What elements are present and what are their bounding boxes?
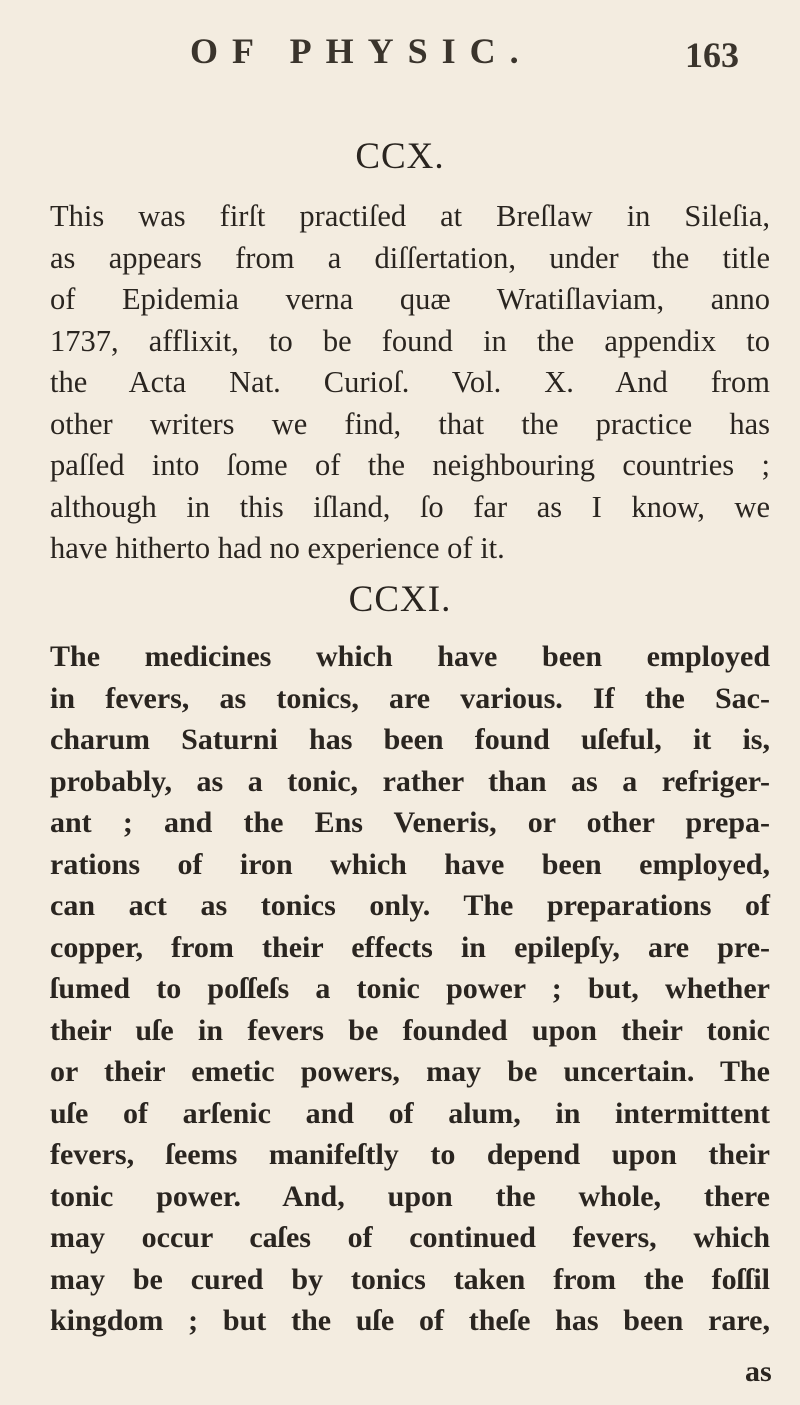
text-line: their uſe in fevers be founded upon their tonic — [50, 1013, 770, 1047]
text-line: This was firſt practiſed at Breſlaw in Sileſia, — [50, 199, 770, 233]
text-line: tonic power. And, upon the whole, there — [50, 1179, 770, 1213]
text-line: may occur caſes of continued fevers, which — [50, 1221, 770, 1254]
text-line: The medicines which have been employed — [50, 640, 770, 673]
text-line: rations of iron which have been employed, — [50, 847, 770, 881]
running-title: OF PHYSIC. — [190, 31, 533, 71]
text-line: the Acta Nat. Curioſ. Vol. X. And from — [50, 365, 770, 399]
text-line: can act as tonics only. The preparations of — [50, 889, 770, 922]
text-line: ant ; and the Ens Veneris, or other prepa- — [50, 806, 770, 839]
text-line: in fevers, as tonics, are various. If the Sac- — [50, 681, 770, 715]
text-line: kingdom ; but the uſe of theſe has been rare, — [50, 1304, 770, 1337]
paragraph-ccx — [50, 196, 770, 570]
text-line: other writers we find, that the practice has — [50, 406, 770, 441]
section-heading-ccxi: CCXI. — [348, 579, 452, 620]
text-line: paſſed into ſome of the neighbouring countries ; — [50, 448, 770, 482]
section-heading-ccx: CCX. — [355, 136, 445, 177]
paragraph-ccxi — [50, 636, 770, 1342]
text-line: have hitherto had no experience of it. — [50, 531, 505, 565]
text-line: uſe of arſenic and of alum, in intermittent — [50, 1096, 770, 1130]
text-line: or their emetic powers, may be uncertain. The — [50, 1055, 770, 1088]
catchword: as — [745, 1355, 772, 1388]
text-line: copper, from their effects in epilepſy, are pre- — [50, 930, 770, 964]
text-line: charum Saturni has been found uſeful, it is, — [50, 723, 770, 756]
page-number: 163 — [685, 35, 739, 75]
text-line: 1737, afflixit, to be found in the appendix to — [50, 323, 770, 358]
text-line: although in this iſland, ſo far as I know, we — [50, 489, 770, 524]
text-line: fevers, ſeems manifeſtly to depend upon their — [50, 1138, 770, 1171]
text-line: may be cured by tonics taken from the foſſil — [50, 1262, 770, 1296]
text-line: ſumed to poſſeſs a tonic power ; but, whether — [50, 972, 770, 1005]
text-line: as appears from a diſſertation, under the title — [50, 240, 770, 275]
text-line: of Epidemia verna quæ Wratiſlaviam, anno — [50, 282, 770, 316]
text-line: probably, as a tonic, rather than as a refriger- — [50, 764, 770, 798]
running-header — [0, 30, 800, 80]
